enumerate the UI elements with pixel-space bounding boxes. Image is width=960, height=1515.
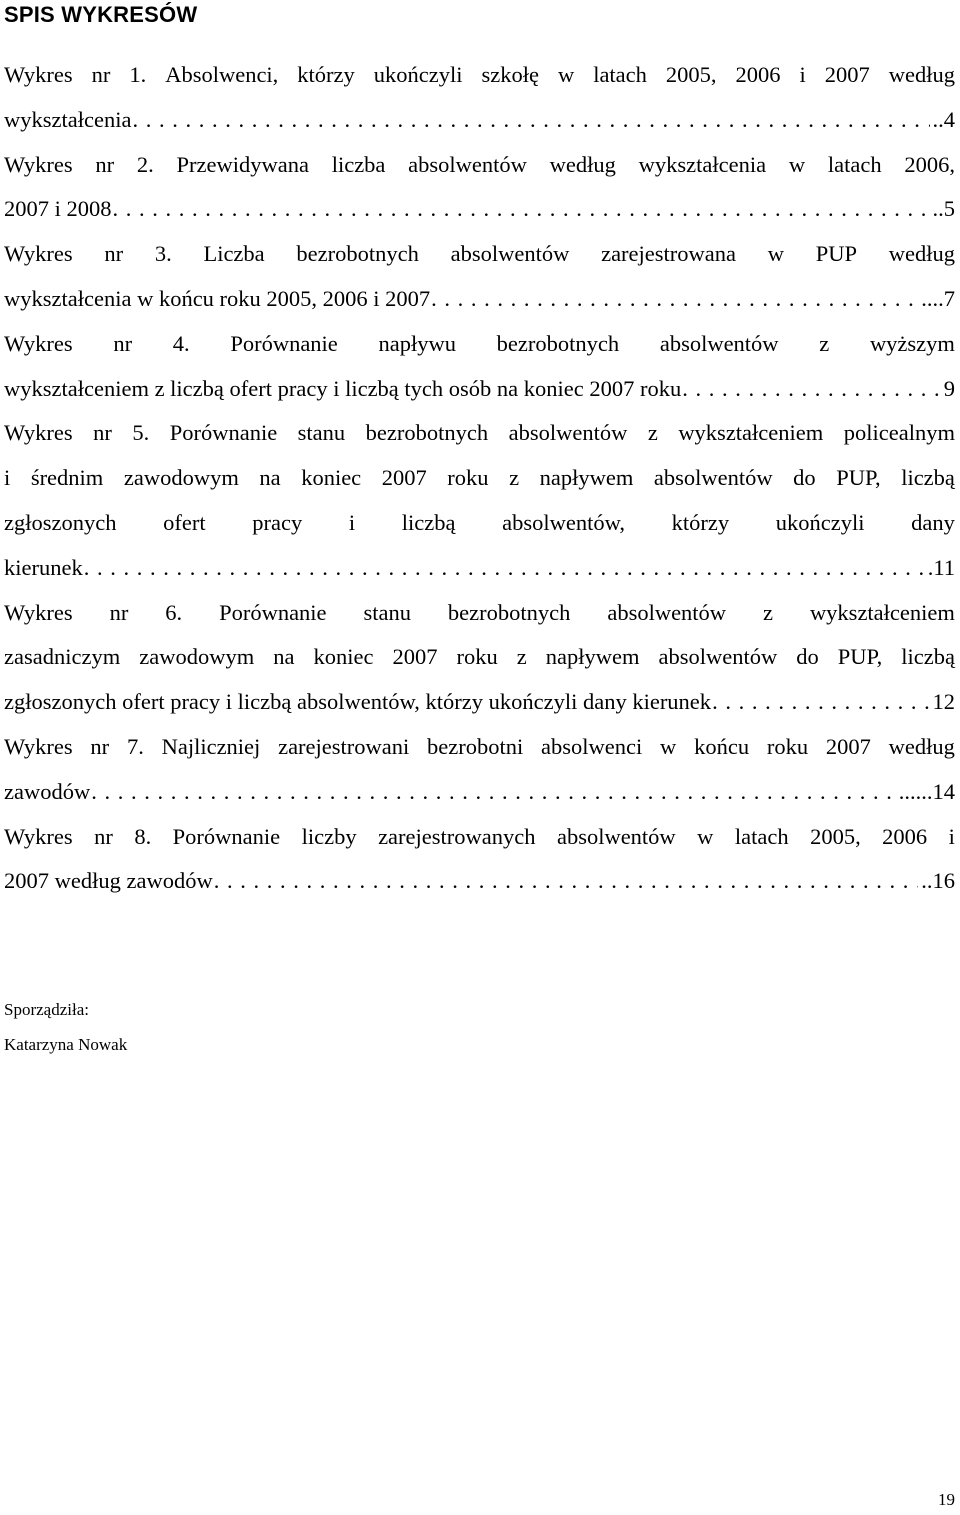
toc-word: 6. — [165, 599, 183, 625]
dot-leader — [132, 98, 929, 143]
toc-word: 2005, — [665, 62, 717, 87]
toc-page-number: ....7 — [921, 285, 955, 311]
toc-word: liczbą — [401, 509, 456, 535]
toc-word: napływem — [545, 644, 640, 670]
dot-leader — [712, 680, 929, 725]
toc-entry — [4, 53, 955, 143]
toc-entry — [4, 322, 955, 412]
toc-entry-line — [4, 322, 955, 367]
toc-word: z — [819, 330, 830, 356]
toc-word: 2007 — [392, 644, 438, 670]
toc-word: koniec — [313, 644, 374, 670]
toc-word: Liczba — [203, 241, 265, 267]
toc-word: nr — [91, 62, 111, 87]
toc-entry-line — [4, 815, 955, 860]
toc-word: na — [273, 644, 295, 670]
toc-word: absolwenci — [541, 733, 643, 759]
toc-word: zarejestrowanych — [378, 823, 536, 849]
toc-word: według — [888, 241, 955, 267]
toc-word: Wykres — [4, 599, 73, 625]
toc-word: nr — [90, 733, 110, 759]
toc-entry-text: kierunek — [4, 554, 83, 580]
toc-word: liczby — [301, 823, 357, 849]
toc-entry-last-line — [4, 546, 955, 591]
prepared-by-label: Sporządziła: — [4, 1000, 89, 1019]
page-number: 19 — [938, 1490, 955, 1509]
toc-word: zarejestrowana — [601, 241, 736, 267]
toc-word: PUP, — [836, 465, 881, 491]
toc-word: bezrobotnych — [496, 330, 620, 356]
toc-entry-line — [4, 591, 955, 636]
toc-word: wykształceniem — [678, 420, 824, 446]
toc-word: 2006, — [904, 151, 955, 177]
toc-word: nr — [93, 420, 112, 446]
toc-word: i — [348, 509, 356, 535]
toc-entry-last-line — [4, 277, 955, 322]
toc-word: latach — [827, 151, 882, 177]
toc-word: i — [799, 62, 806, 87]
toc-word: absolwentów — [450, 241, 570, 267]
chart-list — [4, 53, 955, 904]
toc-word: Absolwenci, — [165, 62, 279, 87]
toc-word: w — [697, 823, 714, 849]
toc-word: ofert — [163, 509, 206, 535]
toc-word: roku — [766, 733, 809, 759]
toc-word: bezrobotni — [427, 733, 524, 759]
toc-word: nr — [104, 241, 124, 267]
toc-page-number: ......14 — [898, 778, 955, 804]
dot-leader — [682, 367, 941, 412]
toc-word: liczbą — [901, 465, 955, 491]
toc-word: do — [793, 465, 816, 491]
toc-word: z — [763, 599, 773, 625]
toc-word: Wykres — [4, 420, 73, 446]
toc-word: Porównanie — [169, 420, 278, 446]
toc-word: absolwentów — [556, 823, 676, 849]
toc-word: na — [259, 465, 281, 491]
toc-word: liczbą — [901, 644, 955, 670]
toc-entry-line — [4, 635, 955, 680]
toc-word: według — [888, 733, 955, 759]
toc-entry-text: zawodów — [4, 778, 91, 804]
toc-word: napływu — [378, 330, 456, 356]
toc-word: Porównanie — [230, 330, 338, 356]
toc-word: szkołę — [481, 62, 539, 87]
toc-word: 2006 — [735, 62, 781, 87]
toc-word: Wykres — [4, 733, 73, 759]
toc-word: PUP — [815, 241, 857, 267]
toc-word: i — [948, 823, 955, 849]
toc-entry — [4, 411, 955, 590]
toc-word: do — [796, 644, 819, 670]
toc-word: bezrobotnych — [365, 420, 489, 446]
toc-word: 2007 — [824, 62, 870, 87]
toc-word: absolwentów, — [502, 509, 626, 535]
toc-entry-line — [4, 53, 955, 98]
toc-word: nr — [95, 151, 115, 177]
author-name: Katarzyna Nowak — [4, 1035, 128, 1054]
toc-page-number: ..4 — [932, 106, 955, 132]
toc-word: absolwentów — [408, 151, 527, 177]
toc-word: bezrobotnych — [447, 599, 571, 625]
toc-entry-line — [4, 501, 955, 546]
toc-word: wykształcenia — [638, 151, 767, 177]
toc-entry-text: wykształcenia w końcu roku 2005, 2006 i 2007 — [4, 285, 431, 311]
toc-word: 3. — [154, 241, 172, 267]
toc-word: stanu — [363, 599, 411, 625]
toc-page-number: .11 — [927, 554, 955, 580]
toc-word: zawodowym — [139, 644, 255, 670]
toc-entry-last-line — [4, 859, 955, 904]
toc-word: ukończyli — [373, 62, 463, 87]
toc-word: w — [788, 151, 806, 177]
toc-word: 5. — [132, 420, 150, 446]
toc-entry — [4, 815, 955, 905]
toc-word: Porównanie — [219, 599, 327, 625]
toc-word: roku — [456, 644, 498, 670]
toc-word: 8. — [134, 823, 152, 849]
toc-word: zarejestrowani — [278, 733, 410, 759]
toc-word: wyższym — [869, 330, 955, 356]
toc-word: napływem — [539, 465, 634, 491]
toc-word: Wykres — [4, 241, 73, 267]
toc-word: nr — [109, 599, 129, 625]
toc-word: 7. — [126, 733, 144, 759]
toc-word: dany — [911, 509, 955, 535]
toc-word: Przewidywana — [176, 151, 309, 177]
toc-word: roku — [447, 465, 489, 491]
toc-word: Najliczniej — [161, 733, 261, 759]
toc-word: którzy — [671, 509, 730, 535]
toc-entry-last-line — [4, 98, 955, 143]
toc-word: 2007 — [381, 465, 427, 491]
toc-word: z — [516, 644, 527, 670]
toc-word: średnim — [30, 465, 104, 491]
toc-page-number: 9 — [943, 375, 955, 401]
toc-page-number: ..16 — [921, 868, 955, 894]
toc-word: absolwentów — [607, 599, 727, 625]
toc-entry-line — [4, 456, 955, 501]
toc-entry — [4, 143, 955, 233]
toc-entry-text: wykształcenia — [4, 106, 132, 132]
toc-word: 2005, — [810, 823, 861, 849]
toc-word: z — [509, 465, 520, 491]
toc-word: absolwentów — [659, 330, 779, 356]
toc-entry — [4, 725, 955, 815]
toc-word: latach — [593, 62, 647, 87]
toc-entry-last-line — [4, 680, 955, 725]
toc-word: bezrobotnych — [296, 241, 419, 267]
toc-word: pracy — [252, 509, 303, 535]
toc-word: absolwentów — [653, 465, 773, 491]
toc-entry-text: wykształceniem z liczbą ofert pracy i liczbą tych osób na koniec 2007 roku — [4, 375, 682, 401]
toc-word: absolwentów — [508, 420, 628, 446]
toc-entry — [4, 591, 955, 725]
toc-entry-line — [4, 411, 955, 456]
toc-word: zasadniczym — [4, 644, 121, 670]
toc-word: w — [660, 733, 677, 759]
toc-word: z — [647, 420, 658, 446]
toc-entry-text: zgłoszonych ofert pracy i liczbą absolwentów, którzy ukończyli dany kierunek — [4, 689, 712, 715]
toc-word: Wykres — [4, 823, 73, 849]
toc-word: końcu — [694, 733, 750, 759]
toc-word: wykształceniem — [809, 599, 955, 625]
toc-word: koniec — [301, 465, 362, 491]
toc-word: Porównanie — [172, 823, 281, 849]
toc-word: nr — [94, 823, 113, 849]
toc-word: PUP, — [837, 644, 883, 670]
dot-leader — [91, 770, 896, 815]
toc-word: absolwentów — [658, 644, 778, 670]
toc-word: w — [557, 62, 575, 87]
toc-page-number: ..5 — [932, 196, 955, 222]
toc-entry-last-line — [4, 770, 955, 815]
toc-word: którzy — [297, 62, 355, 87]
toc-word: 2. — [136, 151, 154, 177]
toc-entry-last-line — [4, 187, 955, 232]
dot-leader — [84, 546, 925, 591]
toc-word: według — [888, 62, 955, 87]
toc-word: Wykres — [4, 151, 73, 177]
toc-entry-last-line — [4, 367, 955, 412]
toc-word: 2007 — [825, 733, 871, 759]
toc-word: według — [549, 151, 616, 177]
toc-word: Wykres — [4, 330, 73, 356]
toc-word: policealnym — [843, 420, 955, 446]
dot-leader — [431, 277, 918, 322]
toc-word: Wykres — [4, 62, 73, 87]
toc-entry — [4, 232, 955, 322]
toc-word: stanu — [297, 420, 346, 446]
toc-entry-text: 2007 i 2008 — [4, 196, 112, 222]
toc-entry-text: 2007 według zawodów — [4, 868, 213, 894]
page-title: SPIS WYKRESÓW — [4, 2, 198, 27]
toc-word: 1. — [129, 62, 147, 87]
toc-page-number: 12 — [932, 689, 955, 715]
toc-entry-line — [4, 725, 955, 770]
toc-word: liczba — [331, 151, 386, 177]
toc-word: 2006 — [882, 823, 928, 849]
dot-leader — [113, 187, 930, 232]
toc-word: 4. — [172, 330, 190, 356]
toc-entry-line — [4, 232, 955, 277]
toc-word: latach — [734, 823, 789, 849]
toc-word: zawodowym — [123, 465, 239, 491]
toc-word: zgłoszonych — [4, 509, 117, 535]
toc-word: ukończyli — [775, 509, 865, 535]
dot-leader — [214, 859, 919, 904]
toc-word: nr — [113, 330, 133, 356]
toc-word: i — [4, 465, 11, 491]
toc-word: w — [767, 241, 784, 267]
toc-entry-line — [4, 143, 955, 188]
